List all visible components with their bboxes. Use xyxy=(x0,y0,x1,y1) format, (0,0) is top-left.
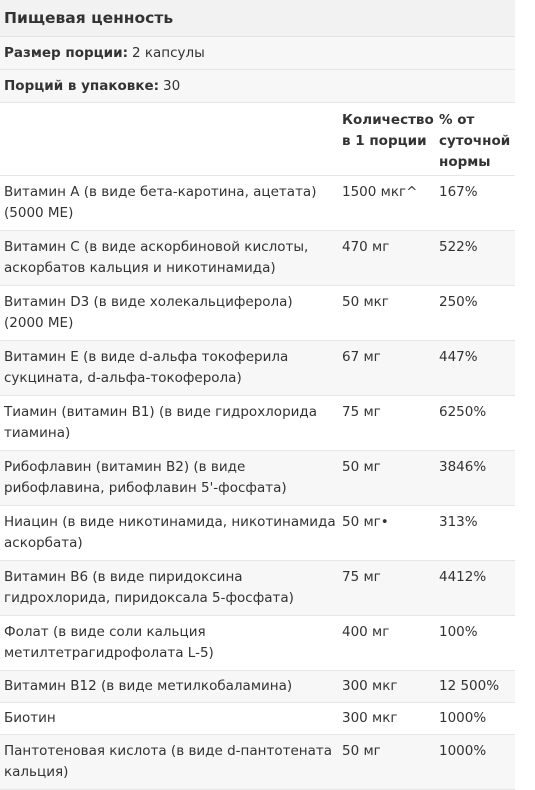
table-row xyxy=(0,671,515,703)
nutrient-amount: 50 мкг xyxy=(342,294,389,310)
nutrient-daily-value: 100% xyxy=(439,624,478,640)
nutrient-name-cell xyxy=(0,616,339,670)
nutrient-daily-value: 3846% xyxy=(439,459,487,475)
table-row xyxy=(0,286,515,341)
nutrient-name-line: аскорбатов кальция и никотинамида) xyxy=(4,260,276,276)
nutrient-daily-value: 167% xyxy=(439,184,478,200)
nutrient-name-line: Витамин C (в виде аскорбиновой кислоты, xyxy=(4,239,309,255)
nutrient-name-cell xyxy=(0,396,339,450)
nutrient-name-line: Тиамин (витамин B1) (в виде гидрохлорида xyxy=(4,404,318,420)
nutrient-name-cell xyxy=(0,231,339,285)
nutrient-daily-value: 447% xyxy=(439,349,478,365)
table-row xyxy=(0,231,515,286)
nutrient-name-line: Витамин E (в виде d-альфа токоферила xyxy=(4,349,289,365)
nutrient-name-cell xyxy=(0,506,339,560)
table-row xyxy=(0,176,515,231)
servings-per-container-value: 30 xyxy=(163,78,181,94)
nutrient-daily-value: 1000% xyxy=(439,743,487,759)
nutrient-daily-value: 6250% xyxy=(439,404,487,420)
nutrient-amount: 75 мг xyxy=(342,404,381,420)
table-row xyxy=(0,735,515,790)
nutrient-name-line: кальция) xyxy=(4,764,69,780)
nutrient-name-line: Фолат (в виде соли кальция xyxy=(4,624,206,640)
nutrient-daily-value: 313% xyxy=(439,514,478,530)
nutrient-name-line: тиамина) xyxy=(4,425,71,441)
nutrient-amount: 300 мкг xyxy=(342,710,398,726)
nutrient-rows xyxy=(0,176,515,790)
nutrient-name-line: Витамин B6 (в виде пиридоксина xyxy=(4,569,243,585)
nutrient-daily-value: 1000% xyxy=(439,710,487,726)
header-dv-cell xyxy=(436,103,515,175)
nutrient-name-line: Рибофлавин (витамин B2) (в виде xyxy=(4,459,246,475)
nutrient-name-cell xyxy=(0,176,339,230)
nutrient-name-line: аскорбата) xyxy=(4,535,83,551)
header-dv-line: % от xyxy=(439,112,475,128)
nutrient-name-cell xyxy=(0,703,339,734)
servings-per-container-row xyxy=(0,70,515,103)
nutrient-amount: 75 мг xyxy=(342,569,381,585)
panel-title: Пищевая ценность xyxy=(0,0,515,37)
nutrient-name-line: Витамин B12 (в виде метилкобаламина) xyxy=(4,678,293,694)
nutrient-name-line: Витамин A (в виде бета-каротина, ацетата) xyxy=(4,184,317,200)
nutrient-name-line: (5000 МЕ) xyxy=(4,205,74,221)
nutrient-daily-value: 522% xyxy=(439,239,478,255)
servings-per-container-label: Порций в упаковке: xyxy=(4,78,160,94)
nutrient-name-line: гидрохлорида, пиридоксала 5-фосфата) xyxy=(4,590,294,606)
serving-size-value: 2 капсулы xyxy=(132,45,205,61)
nutrient-name-line: Ниацин (в виде никотинамида, никотинамида xyxy=(4,514,336,530)
nutrient-amount: 400 мг xyxy=(342,624,390,640)
serving-size-label: Размер порции: xyxy=(4,45,128,61)
nutrient-name-cell xyxy=(0,735,339,789)
header-amount-line: Количество xyxy=(342,112,434,128)
table-row xyxy=(0,341,515,396)
nutrient-name-cell xyxy=(0,561,339,615)
nutrient-daily-value: 4412% xyxy=(439,569,487,585)
header-dv-line: нормы xyxy=(439,154,491,170)
header-name-cell xyxy=(0,103,339,175)
nutrient-amount: 300 мкг xyxy=(342,678,398,694)
nutrient-amount: 67 мг xyxy=(342,349,381,365)
nutrient-amount: 1500 мкг^ xyxy=(342,184,418,200)
nutrient-name-line: сукцината, d-альфа-токоферола) xyxy=(4,370,242,386)
nutrient-name-line: метилтетрагидрофолата L-5) xyxy=(4,645,214,661)
header-amount-cell xyxy=(339,103,436,175)
table-row xyxy=(0,396,515,451)
nutrient-name-cell xyxy=(0,671,339,702)
header-dv-line: суточной xyxy=(439,133,511,149)
nutrient-name-line: Биотин xyxy=(4,710,56,726)
nutrient-name-line: (2000 МЕ) xyxy=(4,315,74,331)
nutrient-amount: 50 мг xyxy=(342,743,381,759)
table-row xyxy=(0,616,515,671)
nutrient-name-line: Витамин D3 (в виде холекальциферола) xyxy=(4,294,293,310)
serving-size-row xyxy=(0,37,515,70)
table-row xyxy=(0,703,515,735)
nutrient-amount: 50 мг xyxy=(342,459,381,475)
nutrient-name-line: рибофлавина, рибофлавин 5'-фосфата) xyxy=(4,480,287,496)
table-row xyxy=(0,506,515,561)
nutrient-name-cell xyxy=(0,451,339,505)
nutrient-daily-value: 250% xyxy=(439,294,478,310)
header-amount-line: в 1 порции xyxy=(342,133,427,149)
nutrient-name-line: Пантотеновая кислота (в виде d-пантотената xyxy=(4,743,333,759)
table-row xyxy=(0,451,515,506)
nutrient-daily-value: 12 500% xyxy=(439,678,500,694)
table-row xyxy=(0,561,515,616)
nutrient-amount: 470 мг xyxy=(342,239,390,255)
nutrient-name-cell xyxy=(0,286,339,340)
table-header xyxy=(0,103,515,176)
nutrient-amount: 50 мг• xyxy=(342,514,389,530)
nutrient-name-cell xyxy=(0,341,339,395)
